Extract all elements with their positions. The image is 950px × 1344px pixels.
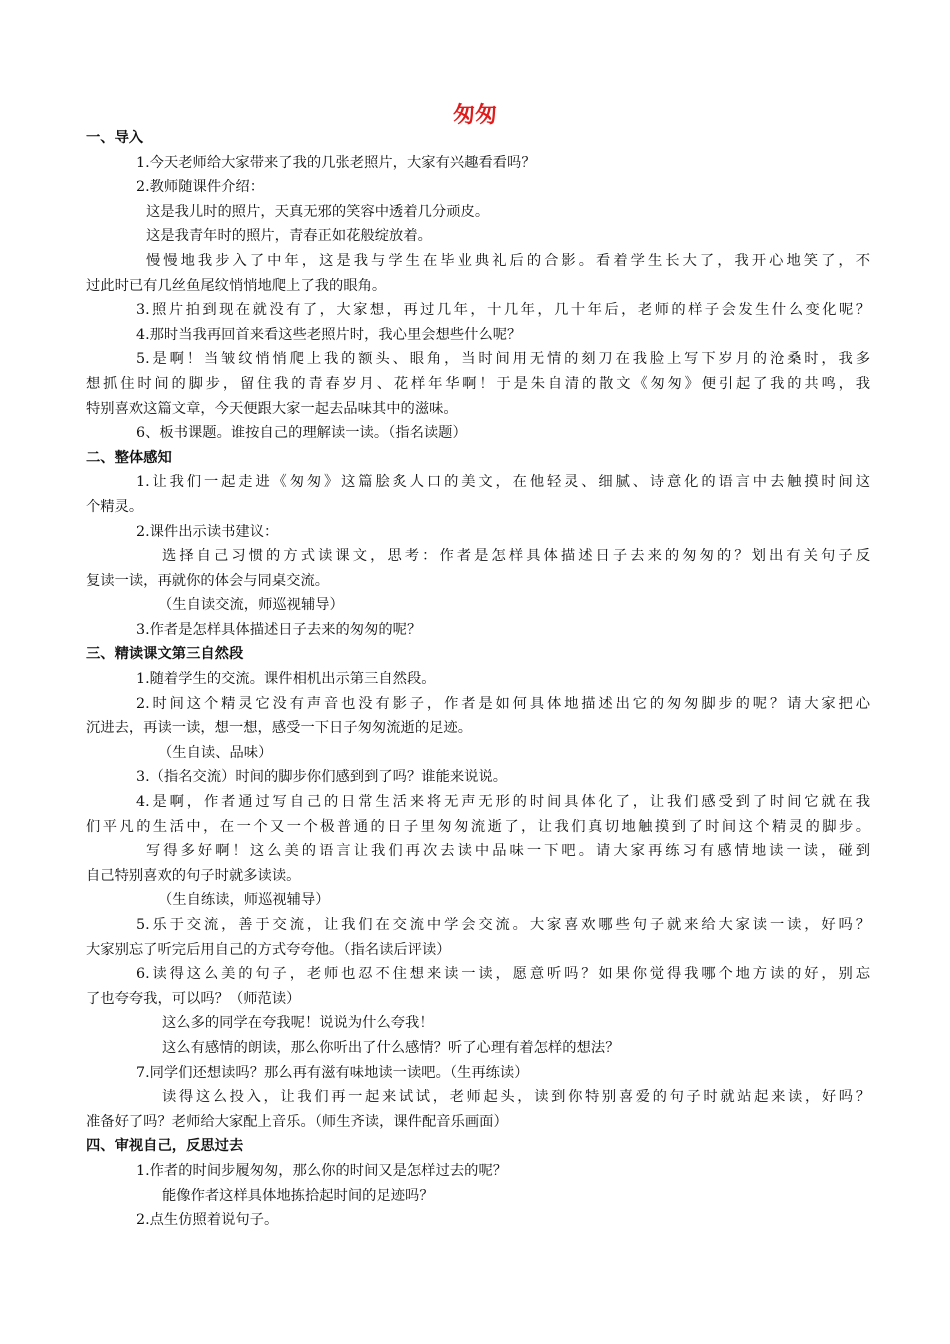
- paragraph-line: 想抓住时间的脚步，留住我的青春岁月、花样年华啊！于是朱自清的散文《匆匆》便引起了我的共鸣，我: [86, 375, 870, 392]
- paragraph-line: 这么有感情的朗读，那么你听出了什么感情？听了心理有着怎样的想法？: [162, 1039, 620, 1056]
- paragraph-line: 复读一读，再就你的体会与同桌交流。: [86, 572, 330, 589]
- paragraph-line: 准备好了吗？老师给大家配上音乐。（师生齐读，课件配音乐画面）: [86, 1113, 508, 1130]
- section-heading-close-reading: 三、精读课文第三自然段: [86, 646, 244, 663]
- paragraph-line: 读得这么投入，让我们再一起来试试，老师起头，读到你特别喜爱的句子时就站起来读，好吗？: [162, 1089, 870, 1106]
- paragraph-line: 这是我儿时的照片，天真无邪的笑容中透着几分顽皮。: [146, 203, 490, 220]
- paragraph-line: 沉进去，再读一读，想一想，感受一下日子匆匆流逝的足迹。: [86, 720, 473, 737]
- paragraph-line: 自己特别喜欢的句子时就多读读。: [86, 867, 301, 884]
- paragraph-line: 4.是啊，作者通过写自己的日常生活来将无声无形的时间具体化了，让我们感受到了时间它就在我: [136, 794, 870, 811]
- paragraph-line: 们平凡的生活中，在一个又一个极普通的日子里匆匆流逝了，让我们真切地触摸到了时间这个精灵的脚步。: [86, 818, 870, 835]
- paragraph-line: 5.乐于交流，善于交流，让我们在交流中学会交流。大家喜欢哪些句子就来给大家读一读，好吗？: [136, 917, 870, 933]
- paragraph-line: 选择自己习惯的方式读课文，思考：作者是怎样具体描述日子去来的匆匆的？划出有关句子反: [162, 548, 870, 565]
- paragraph-line: 2.时间这个精灵它没有声音也没有影子，作者是如何具体地描述出它的匆匆脚步的呢？请大家把心: [136, 695, 870, 712]
- paragraph-line: 6.读得这么美的句子，老师也忍不住想来读一读，愿意听吗？如果你觉得我哪个地方读的好，别忘: [136, 966, 870, 983]
- paragraph-line: 7.同学们还想读吗？那么再有滋有味地读一读吧。（生再练读）: [136, 1064, 529, 1081]
- paragraph-line: 能像作者这样具体地拣拾起时间的足迹吗？: [162, 1187, 434, 1204]
- paragraph-line: 这是我青年时的照片，青春正如花般绽放着。: [146, 228, 432, 245]
- paragraph-line: 1.作者的时间步履匆匆，那么你的时间又是怎样过去的呢？: [136, 1162, 508, 1179]
- paragraph-line: （生自练读，师巡视辅导）: [158, 892, 330, 909]
- paragraph-line: 2.课件出示读书建议：: [136, 523, 279, 540]
- paragraph-line: 2.点生仿照着说句子。: [136, 1212, 279, 1229]
- page-title: 匆匆: [452, 103, 497, 128]
- paragraph-line: 3.照片拍到现在就没有了，大家想，再过几年，十几年，几十年后，老师的样子会发生什么变化呢？: [136, 302, 870, 319]
- section-heading-overview: 二、整体感知: [86, 449, 172, 466]
- paragraph-line: 个精灵。: [86, 498, 144, 515]
- section-heading-intro: 一、导入: [86, 130, 144, 146]
- paragraph-line: 大家别忘了听完后用自己的方式夸夸他。（指名读后评读）: [86, 941, 451, 958]
- paragraph-line: 5.是啊！当皱纹悄悄爬上我的额头、眼角，当时间用无情的刻刀在我脸上写下岁月的沧桑时，我多: [136, 351, 870, 368]
- paragraph-line: 1.今天老师给大家带来了我的几张老照片，大家有兴趣看看吗？: [136, 154, 536, 171]
- paragraph-line: 特别喜欢这篇文章，今天便跟大家一起去品味其中的滋味。: [86, 400, 458, 417]
- paragraph-line: 4.那时当我再回首来看这些老照片时，我心里会想些什么呢？: [136, 326, 522, 343]
- paragraph-line: 3.作者是怎样具体描述日子去来的匆匆的呢？: [136, 621, 422, 638]
- paragraph-line: 3.（指名交流）时间的脚步你们感到到了吗？谁能来说说。: [136, 769, 508, 786]
- paragraph-line: 了也夸夸我，可以吗？（师范读）: [86, 990, 301, 1007]
- paragraph-line: 慢慢地我步入了中年，这是我与学生在毕业典礼后的合影。看着学生长大了，我开心地笑了，不: [146, 252, 870, 269]
- paragraph-line: （生自读交流，师巡视辅导）: [158, 597, 344, 614]
- paragraph-line: 1.随着学生的交流。课件相机出示第三自然段。: [136, 671, 436, 688]
- paragraph-line: （生自读、品味）: [158, 744, 273, 761]
- section-heading-reflection: 四、审视自己，反思过去: [86, 1138, 244, 1155]
- document-body: [86, 126, 870, 1233]
- paragraph-line: 2.教师随课件介绍：: [136, 179, 265, 196]
- paragraph-line: 1.让我们一起走进《匆匆》这篇脍炙人口的美文，在他轻灵、细腻、诗意化的语言中去触摸时间这: [136, 474, 870, 491]
- paragraph-line: 写得多好啊！这么美的语言让我们再次去读中品味一下吧。请大家再练习有感情地读一读，碰到: [146, 843, 870, 860]
- paragraph-line: 6、板书课题。谁按自己的理解读一读。（指名读题）: [136, 425, 467, 442]
- paragraph-line: 这么多的同学在夸我呢！说说为什么夸我！: [162, 1015, 434, 1032]
- paragraph-line: 过此时已有几丝鱼尾纹悄悄地爬上了我的眼角。: [86, 277, 387, 294]
